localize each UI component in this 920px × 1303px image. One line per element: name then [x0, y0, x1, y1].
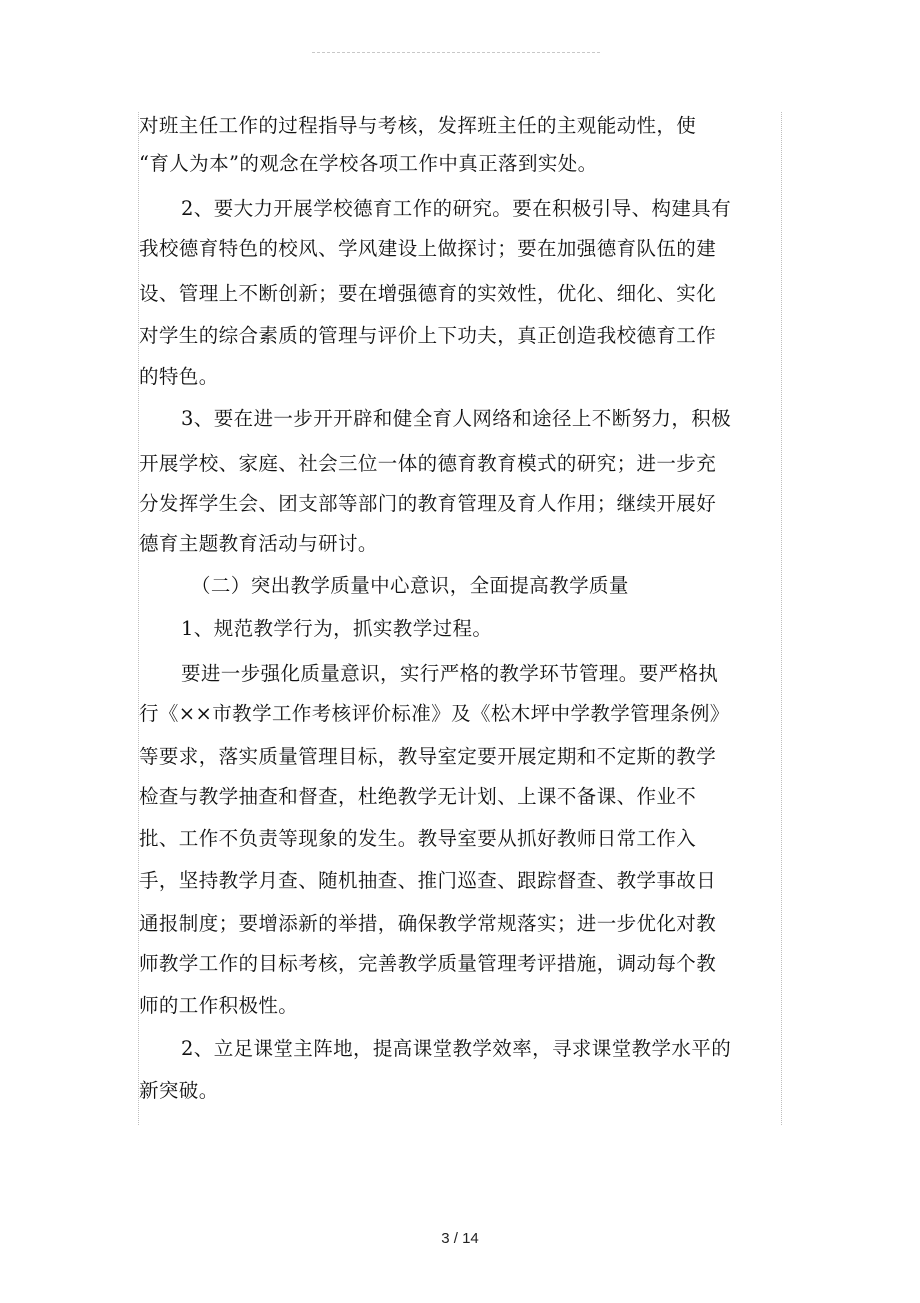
text-line: 对学生的综合素质的管理与评价上下功夫，真正创造我校德育工作: [139, 324, 717, 347]
text-line: 新突破。: [139, 1079, 219, 1102]
text-line: 等要求，落实质量管理目标，教导室定要开展定期和不定斯的教学: [139, 745, 717, 768]
text-line: 手，坚持教学月查、随机抽查、推门巡查、跟踪督查、教学事故日: [139, 869, 717, 892]
text-line: “育人为本”的观念在学校各项工作中真正落到实处。: [139, 152, 598, 175]
text-line: 2、立足课堂主阵地，提高课堂教学效率，寻求课堂教学水平的: [181, 1037, 732, 1060]
text-line: 师教学工作的目标考核，完善教学质量管理考评措施，调动每个教: [139, 952, 717, 975]
page-number: 3 / 14: [441, 1230, 479, 1247]
text-line: 我校德育特色的校风、学风建设上做探讨；要在加强德育队伍的建: [139, 237, 717, 260]
text-line: 开展学校、家庭、社会三位一体的德育教育模式的研究；进一步充: [139, 452, 717, 475]
text-line: 1、规范教学行为，抓实教学过程。: [181, 617, 493, 640]
text-line: 对班主任工作的过程指导与考核，发挥班主任的主观能动性，使: [139, 114, 697, 137]
text-line: 通报制度；要增添新的举措，确保教学常规落实；进一步优化对教: [139, 912, 717, 935]
text-line: 设、管理上不断创新；要在增强德育的实效性，优化、细化、实化: [139, 282, 717, 305]
text-line: 3、要在进一步开开辟和健全育人网络和途径上不断努力，积极: [181, 407, 732, 430]
text-line: 批、工作不负责等现象的发生。教导室要从抓好教师日常工作入: [139, 827, 697, 850]
text-line: 2、要大力开展学校德育工作的研究。要在积极引导、构建具有: [181, 197, 732, 220]
header-rule: [312, 52, 600, 53]
text-line: （二）突出教学质量中心意识，全面提高教学质量: [191, 574, 629, 597]
text-line: 德育主题教育活动与研讨。: [139, 532, 378, 555]
text-line: 行《××市教学工作考核评价标准》及《松木坪中学教学管理条例》: [139, 702, 730, 725]
text-line: 要进一步强化质量意识，实行严格的教学环节管理。要严格执: [181, 662, 719, 685]
text-line: 分发挥学生会、团支部等部门的教育管理及育人作用；继续开展好: [139, 492, 717, 515]
text-line: 的特色。: [139, 365, 219, 388]
text-frame-right-border: [781, 112, 782, 1125]
text-line: 师的工作积极性。: [139, 994, 299, 1017]
text-line: 检查与教学抽查和督查，杜绝教学无计划、上课不备课、作业不: [139, 785, 697, 808]
